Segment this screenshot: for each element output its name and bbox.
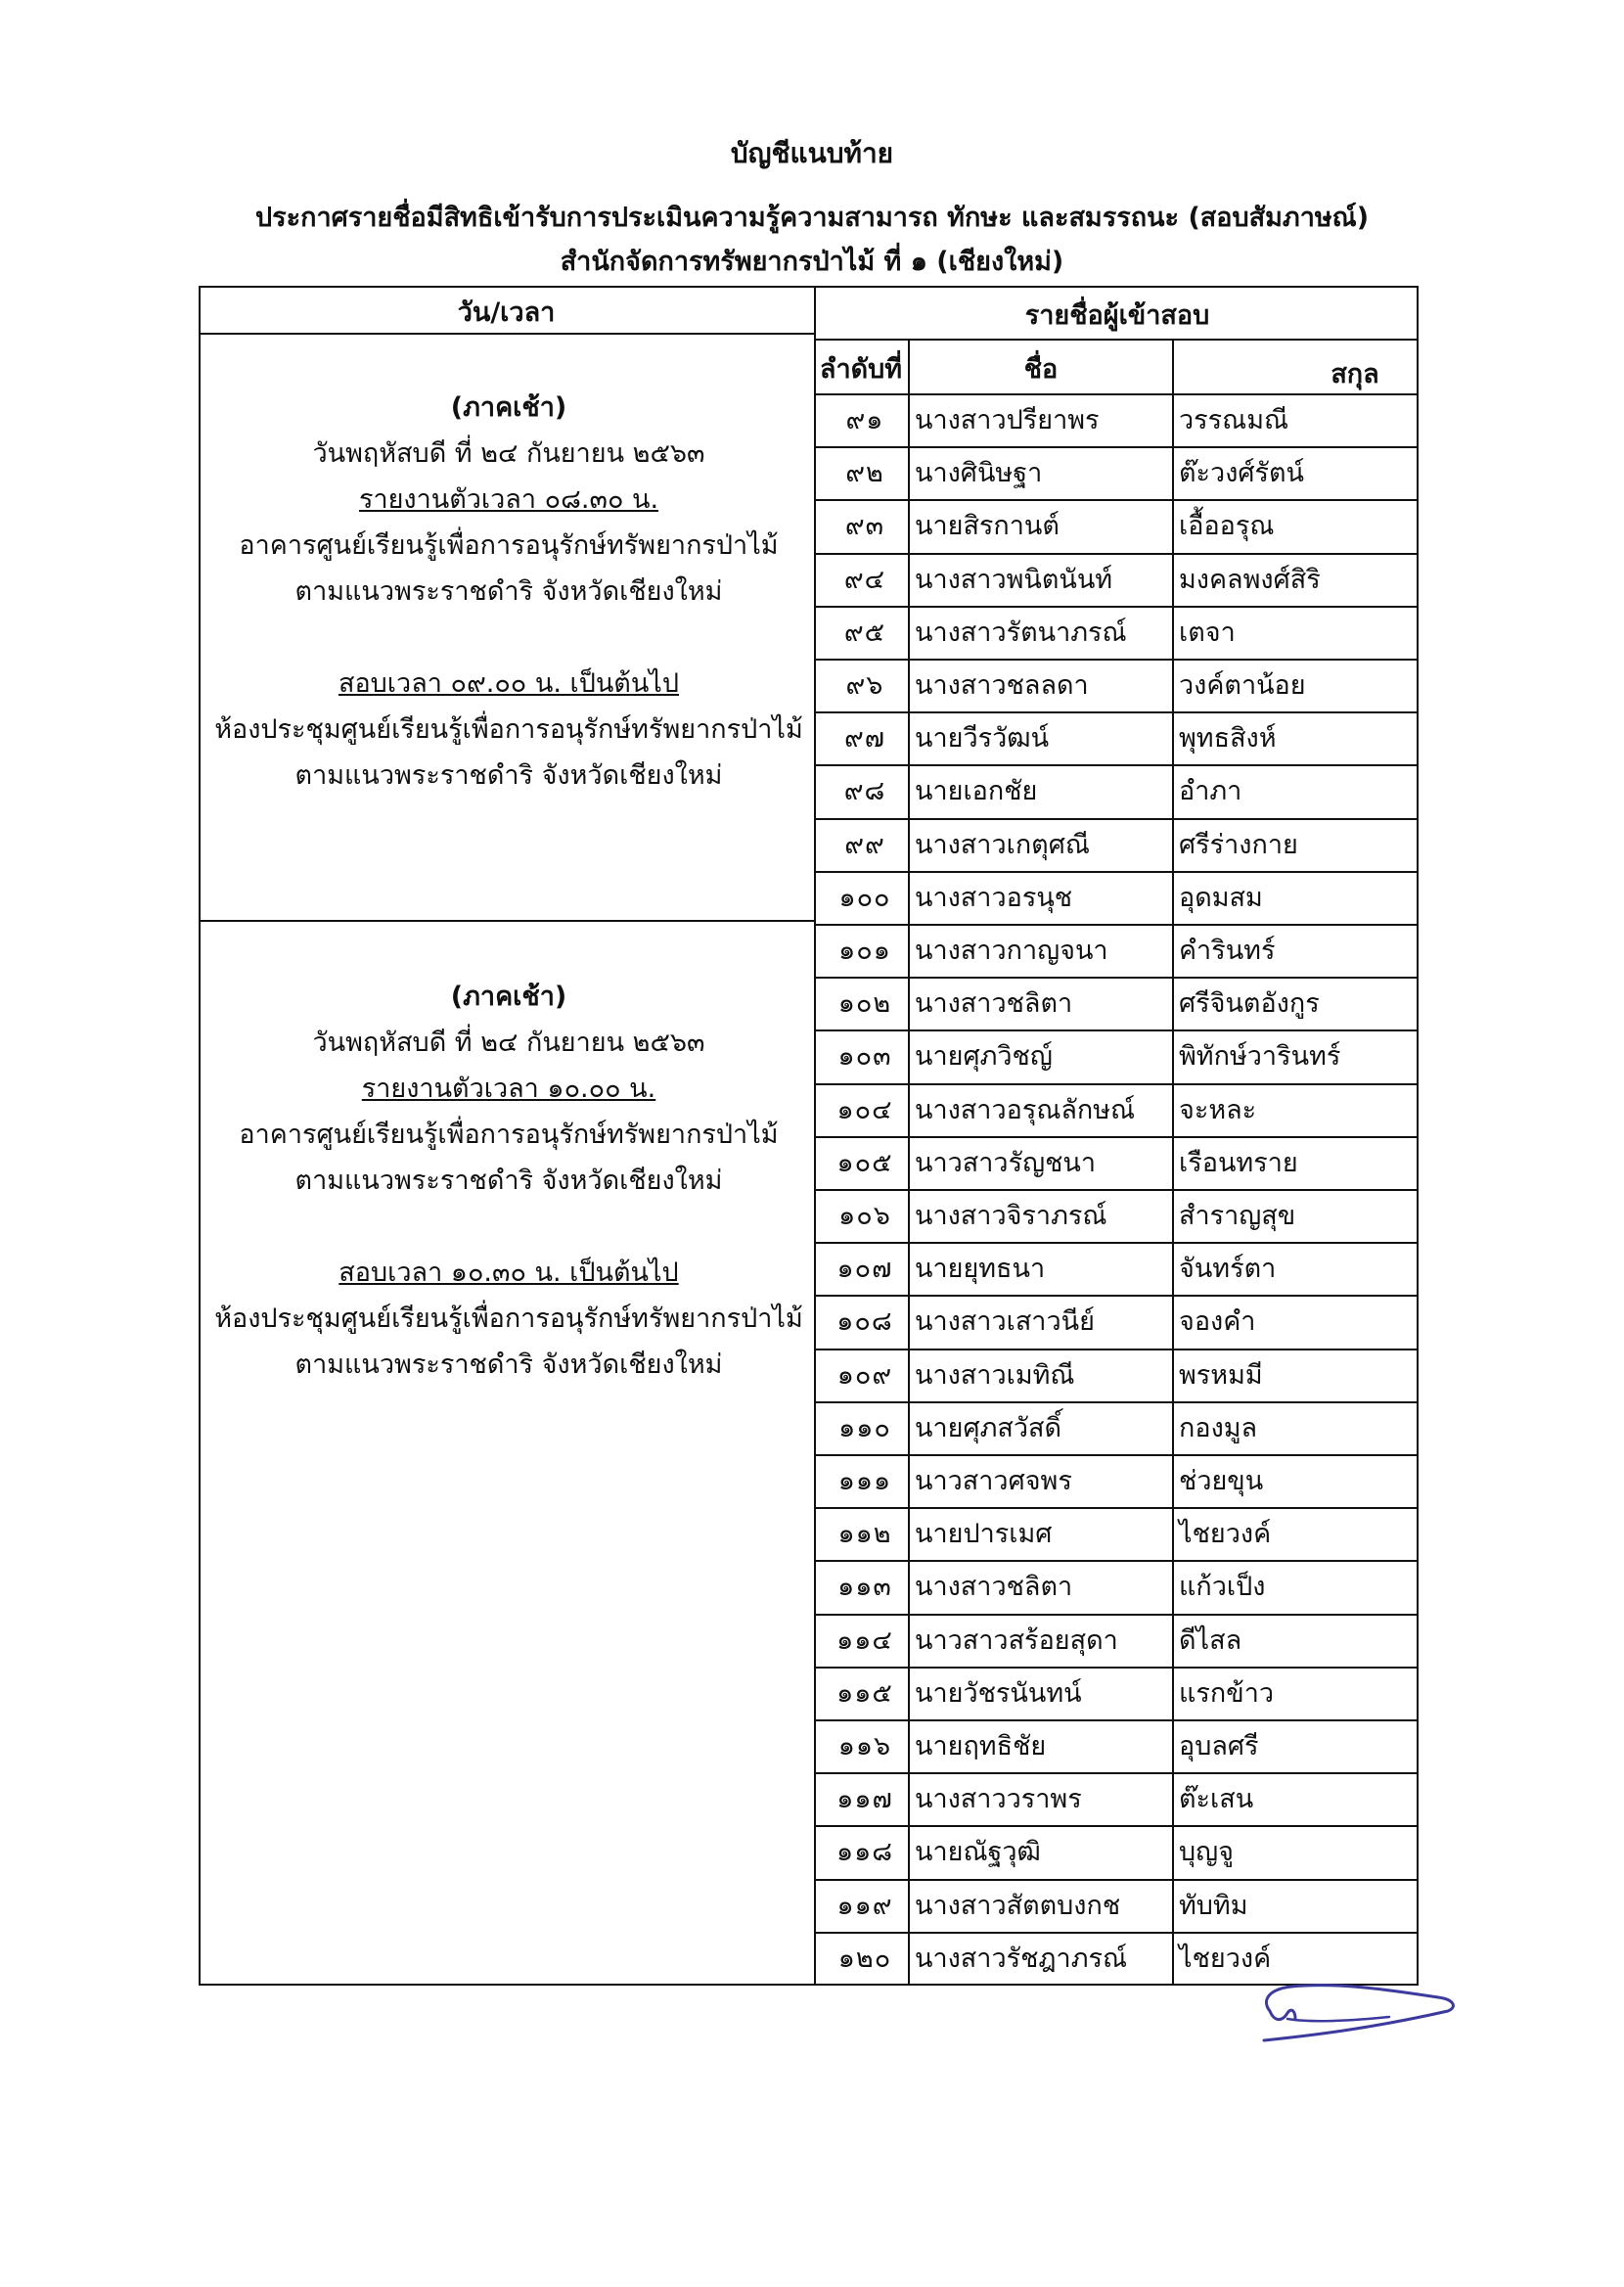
row-name: นางสาวชลิตา (915, 1572, 1073, 1602)
row-number: ๙๘ (843, 776, 886, 806)
row-name: นางสาวปรียาพร (915, 405, 1100, 435)
row-number: ๙๕ (843, 617, 886, 648)
row-surname: จันทร์ตา (1179, 1254, 1277, 1284)
row-number: ๑๑๐ (838, 1413, 891, 1443)
row-surname: ไชยวงค์ (1179, 1519, 1272, 1549)
row-surname: วรรณมณี (1179, 405, 1289, 435)
row-surname: วงค์ตาน้อย (1179, 670, 1306, 701)
exam-place-line-2: ตามแนวพระราชดำริ จังหวัดเชียงใหม่ (294, 1349, 723, 1380)
row-number: ๑๐๘ (836, 1306, 893, 1337)
row-surname: แรกข้าว (1179, 1678, 1275, 1709)
row-number: ๑๑๓ (837, 1572, 892, 1602)
row-number: ๙๓ (844, 511, 885, 541)
report-place-line-1: อาคารศูนย์เรียนรู้เพื่อการอนุรักษ์ทรัพยากรป่าไม้ (239, 1120, 779, 1150)
row-surname: อำภา (1179, 776, 1242, 806)
report-time: รายงานตัวเวลา ๑๐.๐๐ น. (361, 1074, 656, 1104)
session-period: (ภาคเช้า) (450, 392, 567, 423)
row-surname: เรือนทราย (1179, 1148, 1298, 1178)
row-name: นางสาวเกตุศณี (915, 830, 1090, 860)
row-name: นายเอกชัย (915, 776, 1038, 806)
row-number: ๑๑๔ (836, 1625, 893, 1656)
session-date: วันพฤหัสบดี ที่ ๒๔ กันยายน ๒๕๖๓ (312, 1028, 705, 1058)
row-surname: พรหมมี (1179, 1360, 1263, 1391)
row-surname: มงคลพงศ์สิริ (1179, 565, 1321, 595)
row-number: ๙๖ (845, 670, 884, 701)
row-surname: พิทักษ์วารินทร์ (1179, 1041, 1341, 1072)
header-name: ชื่อ (1023, 354, 1059, 385)
row-name: นายฤทธิชัย (915, 1731, 1047, 1761)
row-surname: สำราญสุข (1179, 1201, 1296, 1231)
row-number: ๑๐๔ (836, 1095, 893, 1125)
row-number: ๑๑๕ (836, 1678, 893, 1709)
exam-time: สอบเวลา ๑๐.๓๐ น. เป็นต้นไป (338, 1258, 679, 1288)
row-number: ๑๐๐ (838, 883, 891, 913)
row-number: ๑๐๗ (836, 1254, 893, 1284)
row-surname: พุทธสิงห์ (1179, 723, 1277, 754)
row-name: นายสิรกานต์ (915, 511, 1060, 541)
row-name: นางสาวอรนุช (915, 883, 1073, 913)
row-surname: กองมูล (1179, 1413, 1258, 1443)
row-surname: จองคำ (1179, 1306, 1256, 1337)
exam-place-line-2: ตามแนวพระราชดำริ จังหวัดเชียงใหม่ (294, 760, 723, 791)
row-name: นายศุภสวัสดิ์ (915, 1413, 1062, 1443)
office-name: สำนักจัดการทรัพยากรป่าไม้ ที่ ๑ (เชียงใหม่) (560, 247, 1064, 277)
row-surname: บุญจู (1179, 1837, 1234, 1867)
row-number: ๑๑๒ (837, 1519, 892, 1549)
row-number: ๑๒๐ (837, 1944, 892, 1974)
row-number: ๑๑๗ (836, 1784, 893, 1814)
header-datetime: วัน/เวลา (457, 297, 556, 328)
row-number: ๑๐๓ (837, 1041, 892, 1072)
row-number: ๑๐๙ (836, 1360, 893, 1391)
row-name: นางสาวพนิตนันท์ (915, 565, 1113, 595)
signature-mark (1252, 1943, 1477, 2060)
row-name: นายยุทธนา (915, 1254, 1046, 1284)
row-number: ๑๑๙ (836, 1891, 893, 1921)
header-surname: สกุล (1331, 359, 1379, 389)
row-number: ๙๗ (843, 723, 886, 754)
row-name: นางสาวสัตตบงกช (915, 1891, 1121, 1921)
row-number: ๑๑๘ (835, 1837, 894, 1867)
header-no: ลำดับที่ (819, 354, 903, 385)
row-surname: ต๊ะวงศ์รัตน์ (1179, 458, 1305, 488)
exam-place-line-1: ห้องประชุมศูนย์เรียนรู้เพื่อการอนุรักษ์ทรัพยากรป่าไม้ (214, 714, 803, 745)
row-name: นาวสาวสร้อยสุดา (915, 1625, 1118, 1656)
row-number: ๙๙ (844, 830, 885, 860)
report-place-line-1: อาคารศูนย์เรียนรู้เพื่อการอนุรักษ์ทรัพยากรป่าไม้ (239, 530, 779, 561)
session-1-info (201, 385, 817, 799)
row-surname: ต๊ะเสน (1179, 1784, 1254, 1814)
document-title: บัญชีแนบท้าย (730, 137, 894, 169)
row-name: นางศินิษฐา (915, 458, 1043, 488)
row-surname: อุดมสม (1179, 883, 1263, 913)
row-number: ๑๑๖ (837, 1731, 892, 1761)
row-name: นายศุภวิชญ์ (915, 1041, 1053, 1072)
row-surname: ช่วยขุน (1179, 1466, 1264, 1496)
row-surname: ศรีจินตอังกูร (1179, 988, 1320, 1019)
row-number: ๙๒ (845, 458, 884, 488)
row-surname: ศรีร่างกาย (1179, 830, 1298, 860)
session-divider (199, 920, 814, 922)
row-number: ๑๐๒ (837, 988, 892, 1019)
row-name: นางสาวกาญจนา (915, 936, 1108, 966)
row-number: ๙๔ (843, 565, 886, 595)
row-surname: ไชยวงค์ (1179, 1944, 1272, 1974)
row-surname: ดีไสล (1179, 1625, 1242, 1656)
row-surname: จะหละ (1179, 1095, 1257, 1125)
row-number: ๙๑ (845, 405, 884, 435)
row-name: นางสาวรัตนาภรณ์ (915, 617, 1127, 648)
row-surname: คำรินทร์ (1179, 936, 1276, 966)
exam-time: สอบเวลา ๐๙.๐๐ น. เป็นต้นไป (338, 668, 680, 699)
row-name: นายวีรวัฒน์ (915, 723, 1050, 754)
header-row-divider (199, 333, 814, 335)
row-name: นายปารเมศ (915, 1519, 1053, 1549)
row-name: นางสาวเมทิณี (915, 1360, 1075, 1391)
row-name: นางสาวอรุณลักษณ์ (915, 1095, 1136, 1125)
report-place-line-2: ตามแนวพระราชดำริ จังหวัดเชียงใหม่ (294, 1166, 723, 1196)
row-surname: เอื้ออรุณ (1179, 511, 1275, 541)
header-subrow-divider (814, 339, 1419, 341)
report-time: รายงานตัวเวลา ๐๘.๓๐ น. (358, 484, 659, 515)
row-name: นางสาวรัชฎาภรณ์ (915, 1944, 1128, 1974)
row-name: นางสาวเสาวนีย์ (915, 1306, 1095, 1337)
row-name: นางสาวชลิตา (915, 988, 1073, 1019)
row-surname: เตจา (1179, 617, 1236, 648)
row-name: นางสาวจิราภรณ์ (915, 1201, 1107, 1231)
row-surname: แก้วเป็ง (1179, 1572, 1266, 1602)
row-name: นาวสาวศจพร (915, 1466, 1072, 1496)
row-surname: ทับทิม (1179, 1891, 1248, 1921)
header-examinees: รายชื่อผู้เข้าสอบ (1024, 300, 1210, 331)
document-subtitle: ประกาศรายชื่อมีสิทธิเข้ารับการประเมินความรู้ความสามารถ ทักษะ และสมรรถนะ (สอบสัมภาษณ์) (254, 203, 1370, 233)
row-name: นายณัฐวุฒิ (915, 1837, 1041, 1867)
row-number: ๑๐๑ (838, 936, 891, 966)
row-name: นางสาวชลลดา (915, 670, 1089, 701)
session-date: วันพฤหัสบดี ที่ ๒๔ กันยายน ๒๕๖๓ (312, 438, 705, 469)
row-name: นายวัชรนันทน์ (915, 1678, 1082, 1709)
report-place-line-2: ตามแนวพระราชดำริ จังหวัดเชียงใหม่ (294, 576, 723, 607)
session-2-info (201, 974, 817, 1388)
row-name: นาวสาวรัญชนา (915, 1148, 1097, 1178)
row-number: ๑๐๖ (838, 1201, 891, 1231)
row-number: ๑๑๑ (837, 1466, 892, 1496)
column-divider-name (1172, 339, 1174, 1986)
session-period: (ภาคเช้า) (450, 982, 567, 1012)
row-name: นางสาววราพร (915, 1784, 1082, 1814)
row-surname: อุบลศรี (1179, 1731, 1259, 1761)
row-number: ๑๐๕ (836, 1148, 893, 1178)
exam-place-line-1: ห้องประชุมศูนย์เรียนรู้เพื่อการอนุรักษ์ทรัพยากรป่าไม้ (214, 1304, 803, 1334)
